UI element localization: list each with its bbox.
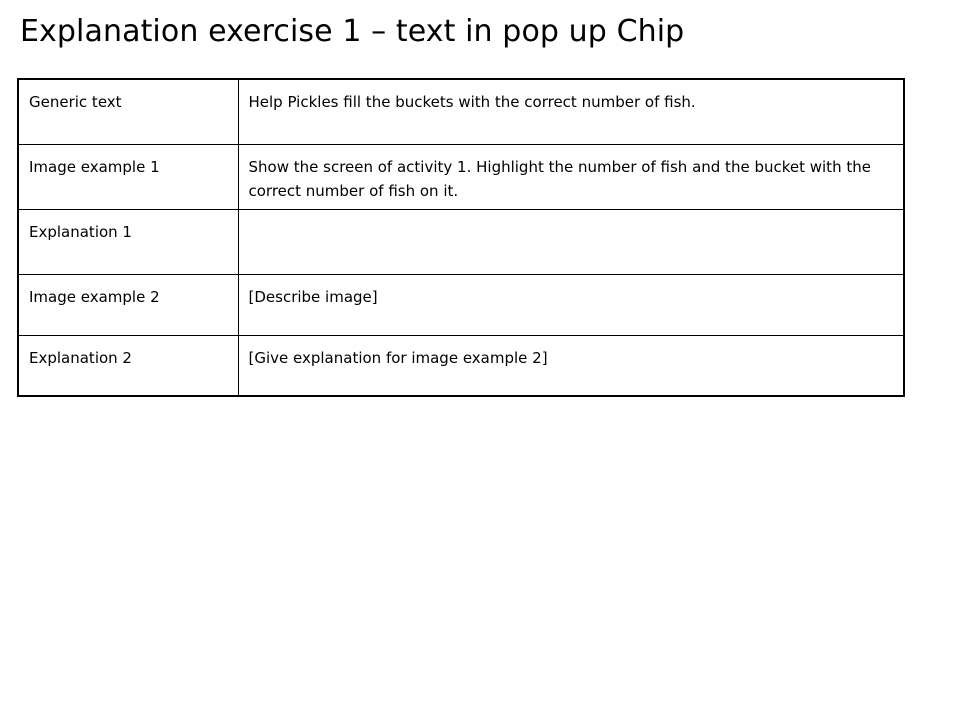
table-row-explanation-2 <box>18 335 904 396</box>
row-label: Image example 2 <box>18 274 238 335</box>
table-row-image-example-2 <box>18 274 904 335</box>
row-value: [Describe image] <box>238 274 904 335</box>
slide-title: Explanation exercise 1 – text in pop up Chip <box>20 14 685 49</box>
table-row-generic-text <box>18 79 904 144</box>
row-value: Show the screen of activity 1. Highlight the number of fish and the bucket with the correct number of fish on it. <box>238 144 904 209</box>
row-label: Explanation 1 <box>18 209 238 274</box>
row-value: [Give explanation for image example 2] <box>238 335 904 396</box>
row-value <box>238 209 904 274</box>
content-table <box>17 78 905 397</box>
row-label: Image example 1 <box>18 144 238 209</box>
table-row-image-example-1 <box>18 144 904 209</box>
row-value: Help Pickles fill the buckets with the correct number of fish. <box>238 79 904 144</box>
row-label: Generic text <box>18 79 238 144</box>
table-row-explanation-1 <box>18 209 904 274</box>
row-label: Explanation 2 <box>18 335 238 396</box>
